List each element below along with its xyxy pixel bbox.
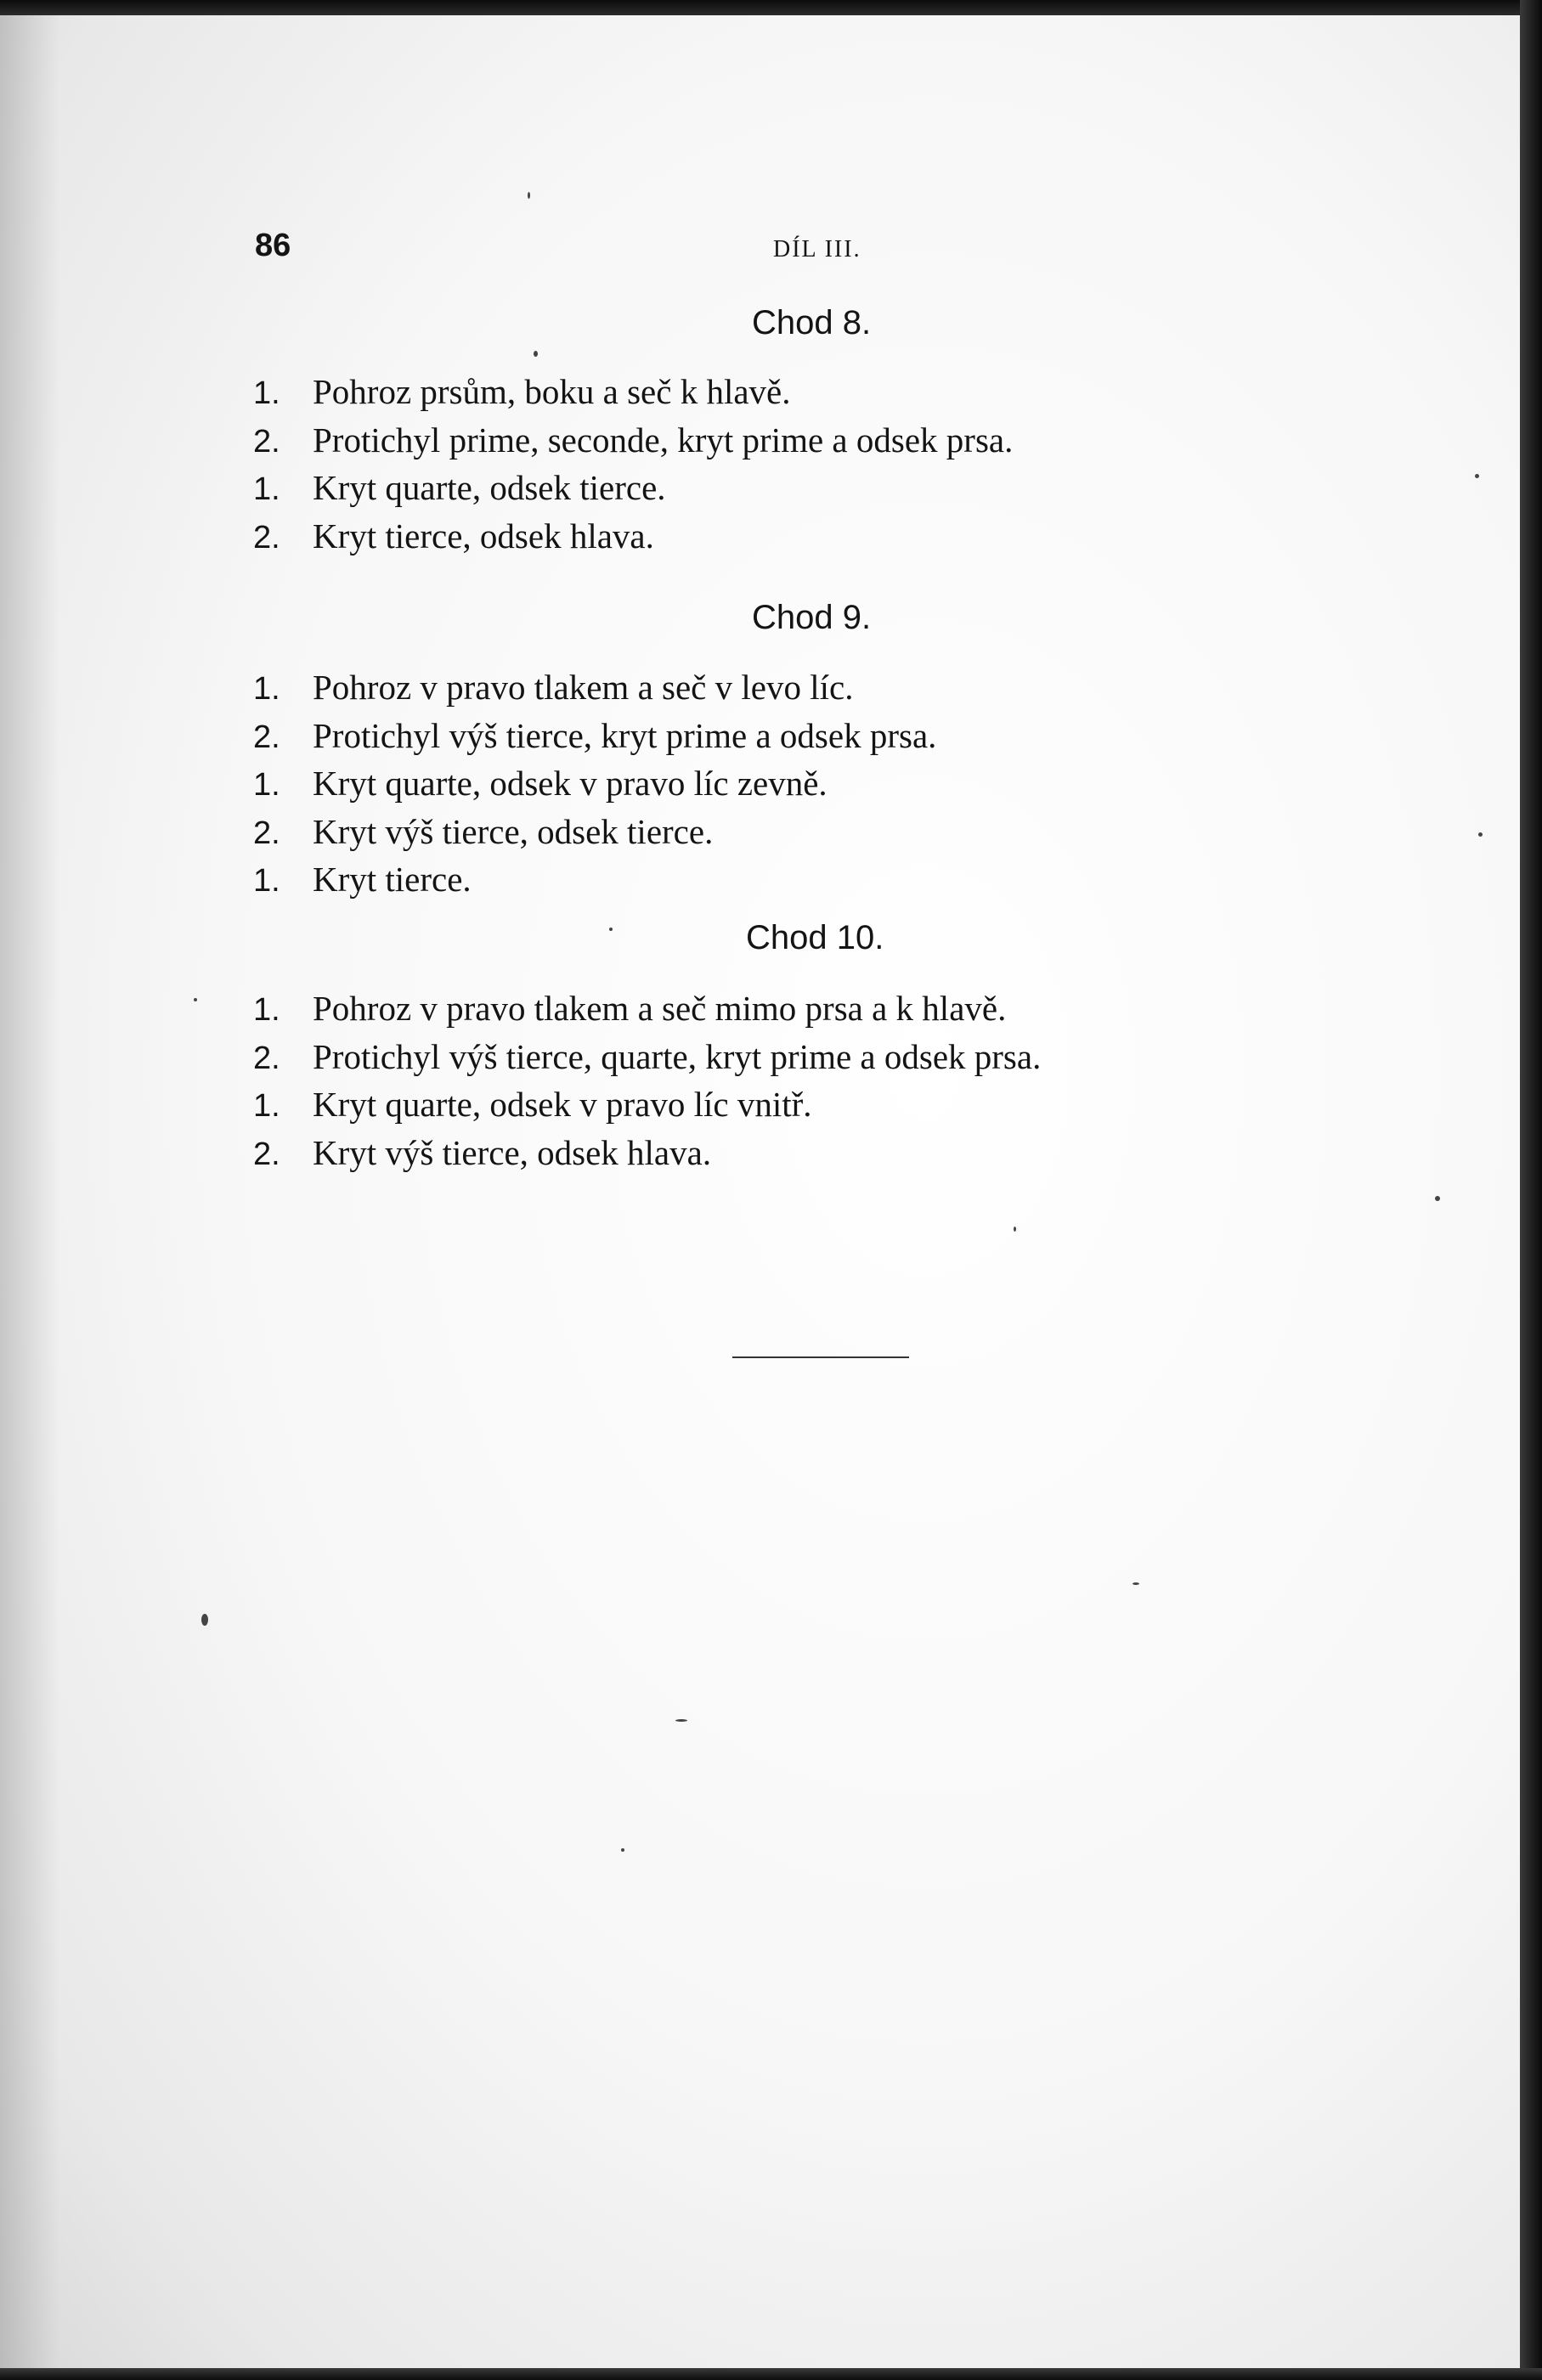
section-title-chod-8: Chod 8. bbox=[752, 304, 872, 341]
list-item bbox=[253, 416, 1013, 465]
section-title-chod-9: Chod 9. bbox=[752, 599, 872, 636]
scan-speck bbox=[1014, 1227, 1016, 1232]
scan-border-right bbox=[1520, 0, 1542, 2380]
list-item bbox=[253, 808, 936, 856]
item-text: Kryt výš tierce, odsek hlava. bbox=[313, 1132, 712, 1172]
running-head: DÍL III. bbox=[773, 236, 861, 262]
list-item bbox=[253, 368, 1013, 416]
item-text: Pohroz prsům, boku a seč k hlavě. bbox=[313, 372, 791, 411]
list-item bbox=[253, 1033, 1041, 1081]
end-rule bbox=[732, 1356, 909, 1358]
scan-speck bbox=[621, 1848, 624, 1852]
scan-speck bbox=[1435, 1196, 1440, 1201]
page-shadow bbox=[0, 0, 59, 2380]
item-text: Protichyl výš tierce, kryt prime a odsek prsa. bbox=[313, 715, 937, 755]
item-number: 1. bbox=[253, 767, 280, 803]
scan-speck bbox=[194, 998, 197, 1001]
item-text: Kryt quarte, odsek tierce. bbox=[313, 468, 666, 507]
page-number: 86 bbox=[255, 228, 291, 263]
item-text: Pohroz v pravo tlakem a seč mimo prsa a k hlavě. bbox=[313, 989, 1007, 1028]
list-item bbox=[253, 855, 936, 904]
scan-border-top bbox=[0, 0, 1542, 15]
item-number: 1. bbox=[253, 375, 280, 411]
section-list-chod-10 bbox=[253, 984, 1041, 1176]
item-number: 2. bbox=[253, 1136, 280, 1172]
list-item bbox=[253, 512, 1013, 561]
list-item bbox=[253, 712, 936, 760]
item-text: Kryt výš tierce, odsek tierce. bbox=[313, 811, 714, 851]
section-title-chod-10: Chod 10. bbox=[746, 919, 884, 956]
item-text: Protichyl výš tierce, quarte, kryt prime a odsek prsa. bbox=[313, 1036, 1042, 1076]
item-text: Kryt quarte, odsek v pravo líc zevně. bbox=[313, 764, 827, 803]
item-number: 1. bbox=[253, 992, 280, 1028]
scan-speck bbox=[1132, 1582, 1139, 1585]
scan-speck bbox=[534, 351, 538, 357]
item-text: Kryt tierce, odsek hlava. bbox=[313, 516, 654, 556]
list-item bbox=[253, 759, 936, 808]
item-text: Pohroz v pravo tlakem a seč v levo líc. bbox=[313, 668, 854, 707]
list-item bbox=[253, 1129, 1041, 1177]
item-number: 2. bbox=[253, 423, 280, 460]
scan-speck bbox=[675, 1719, 687, 1722]
list-item bbox=[253, 1080, 1041, 1129]
list-item bbox=[253, 464, 1013, 512]
item-number: 2. bbox=[253, 519, 280, 556]
section-list-chod-8 bbox=[253, 368, 1013, 560]
item-number: 2. bbox=[253, 719, 280, 755]
item-text: Kryt tierce. bbox=[313, 860, 472, 899]
list-item bbox=[253, 663, 936, 712]
scan-speck bbox=[1478, 832, 1483, 837]
item-number: 1. bbox=[253, 471, 280, 507]
list-item bbox=[253, 984, 1041, 1033]
item-text: Kryt quarte, odsek v pravo líc vnitř. bbox=[313, 1085, 812, 1124]
scan-speck bbox=[528, 192, 530, 199]
item-number: 2. bbox=[253, 815, 280, 851]
item-number: 2. bbox=[253, 1040, 280, 1076]
item-number: 1. bbox=[253, 1088, 280, 1124]
scan-speck bbox=[201, 1614, 208, 1626]
scan-border-bottom bbox=[0, 2368, 1542, 2380]
item-text: Protichyl prime, seconde, kryt prime a odsek prsa. bbox=[313, 420, 1014, 460]
section-list-chod-9 bbox=[253, 663, 936, 904]
scan-speck bbox=[609, 928, 613, 931]
item-number: 1. bbox=[253, 863, 280, 899]
item-number: 1. bbox=[253, 671, 280, 707]
scan-speck bbox=[1475, 474, 1479, 478]
page-header bbox=[255, 228, 1189, 270]
